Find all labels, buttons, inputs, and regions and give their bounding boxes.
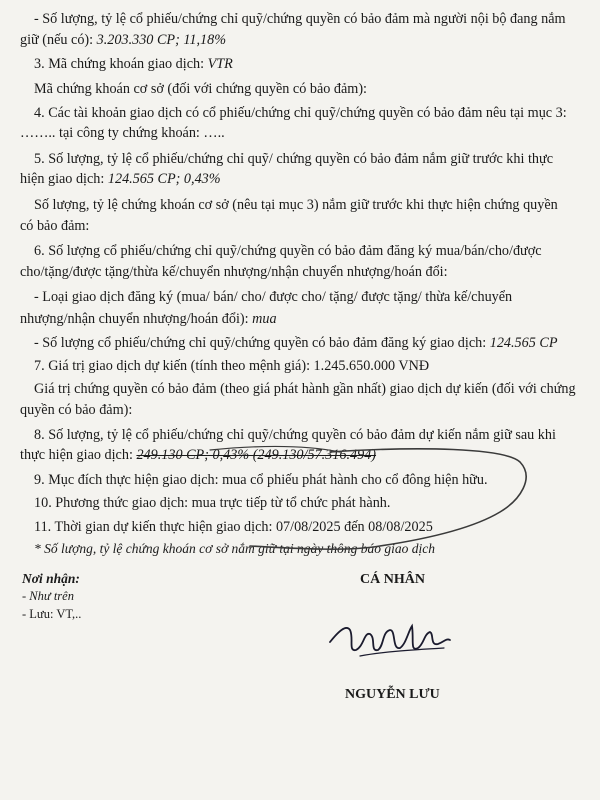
signer-title: CÁ NHÂN bbox=[360, 572, 425, 587]
item-7b-line-b: quyền có bảo đảm): bbox=[20, 402, 133, 418]
item-4-line-a: 4. Các tài khoản giao dịch có cổ phiếu/chứng chỉ quỹ/chứng quyền có bảo đảm nêu tại mục 3: bbox=[34, 105, 567, 121]
item-10: 10. Phương thức giao dịch: mua trực tiếp từ tổ chức phát hành. bbox=[34, 495, 391, 511]
item-6-line-a: 6. Số lượng cổ phiếu/chứng chỉ quỹ/chứng quyền có bảo đảm đăng ký mua/bán/cho/được bbox=[34, 243, 542, 259]
item-7b-line-a: Giá trị chứng quyền có bảo đảm (theo giá phát hành gần nhất) giao dịch dự kiến (đối với chứng bbox=[34, 381, 576, 397]
recipients-title: Nơi nhận: bbox=[22, 571, 80, 586]
footnote: * Số lượng, tỷ lệ chứng khoán cơ sở nắm giữ tại ngày thông báo giao dịch bbox=[34, 541, 436, 556]
recipient-1: - Như trên bbox=[22, 589, 74, 603]
handwritten-signature bbox=[320, 612, 460, 672]
item-6-line-b: cho/tặng/được tặng/thừa kế/chuyển nhượng/nhận chuyển nhượng/hoán đổi: bbox=[20, 264, 448, 280]
item-3-label: 3. Mã chứng khoán giao dịch: bbox=[34, 56, 208, 72]
item-1-label: giữ (nếu có): bbox=[20, 32, 97, 48]
item-3-value: VTR bbox=[207, 56, 233, 72]
item-8-label: thực hiện giao dịch: bbox=[20, 447, 137, 463]
item-1-line-a: - Số lượng, tỷ lệ cổ phiếu/chứng chỉ quỹ/chứng quyền có bảo đảm mà người nội bộ đang nắm bbox=[34, 11, 566, 27]
item-4-line-b: …….. tại công ty chứng khoán: ….. bbox=[20, 125, 225, 141]
item-5-line-a: 5. Số lượng, tỷ lệ cổ phiếu/chứng chỉ quỹ/ chứng quyền có bảo đảm nắm giữ trước khi thực bbox=[34, 151, 553, 167]
item-7: 7. Giá trị giao dịch dự kiến (tính theo mệnh giá): 1.245.650.000 VNĐ bbox=[34, 358, 430, 374]
item-8-value: 249.130 CP; 0,43% (249.130/57.316.494) bbox=[136, 447, 377, 463]
item-5b-line-a: Số lượng, tỷ lệ chứng khoán cơ sở (nêu tại mục 3) nắm giữ trước khi thực hiện chứng quyền bbox=[34, 197, 558, 213]
item-5-label: hiện giao dịch: bbox=[20, 171, 108, 187]
item-6-type-line-a: - Loại giao dịch đăng ký (mua/ bán/ cho/ được cho/ tặng/ được tặng/ thừa kế/chuyển bbox=[34, 289, 513, 305]
item-8-line-a: 8. Số lượng, tỷ lệ cổ phiếu/chứng chỉ quỹ/chứng quyền có bảo đảm dự kiến nắm giữ sau khi bbox=[34, 427, 556, 443]
item-11: 11. Thời gian dự kiến thực hiện giao dịch: 07/08/2025 đến 08/08/2025 bbox=[34, 519, 433, 535]
signer-name: NGUYỄN LƯU bbox=[345, 687, 440, 702]
recipient-2: - Lưu: VT,.. bbox=[22, 607, 82, 621]
item-6-quantity-value: 124.565 CP bbox=[489, 335, 558, 351]
item-5-value: 124.565 CP; 0,43% bbox=[107, 171, 221, 187]
item-9: 9. Mục đích thực hiện giao dịch: mua cổ phiếu phát hành cho cổ đông hiện hữu. bbox=[34, 472, 488, 488]
item-6-quantity-label: - Số lượng cổ phiếu/chứng chỉ quỹ/chứng quyền có bảo đảm đăng ký giao dịch: bbox=[34, 335, 490, 351]
item-6-type-value: mua bbox=[252, 311, 277, 327]
item-3-underlying: Mã chứng khoán cơ sở (đối với chứng quyền có bảo đảm): bbox=[34, 81, 367, 97]
item-5b-line-b: có bảo đảm: bbox=[20, 218, 90, 234]
item-6-type-label: nhượng/nhận chuyển nhượng/hoán đổi): bbox=[20, 311, 253, 327]
item-1-value: 3.203.330 CP; 11,18% bbox=[96, 32, 227, 48]
